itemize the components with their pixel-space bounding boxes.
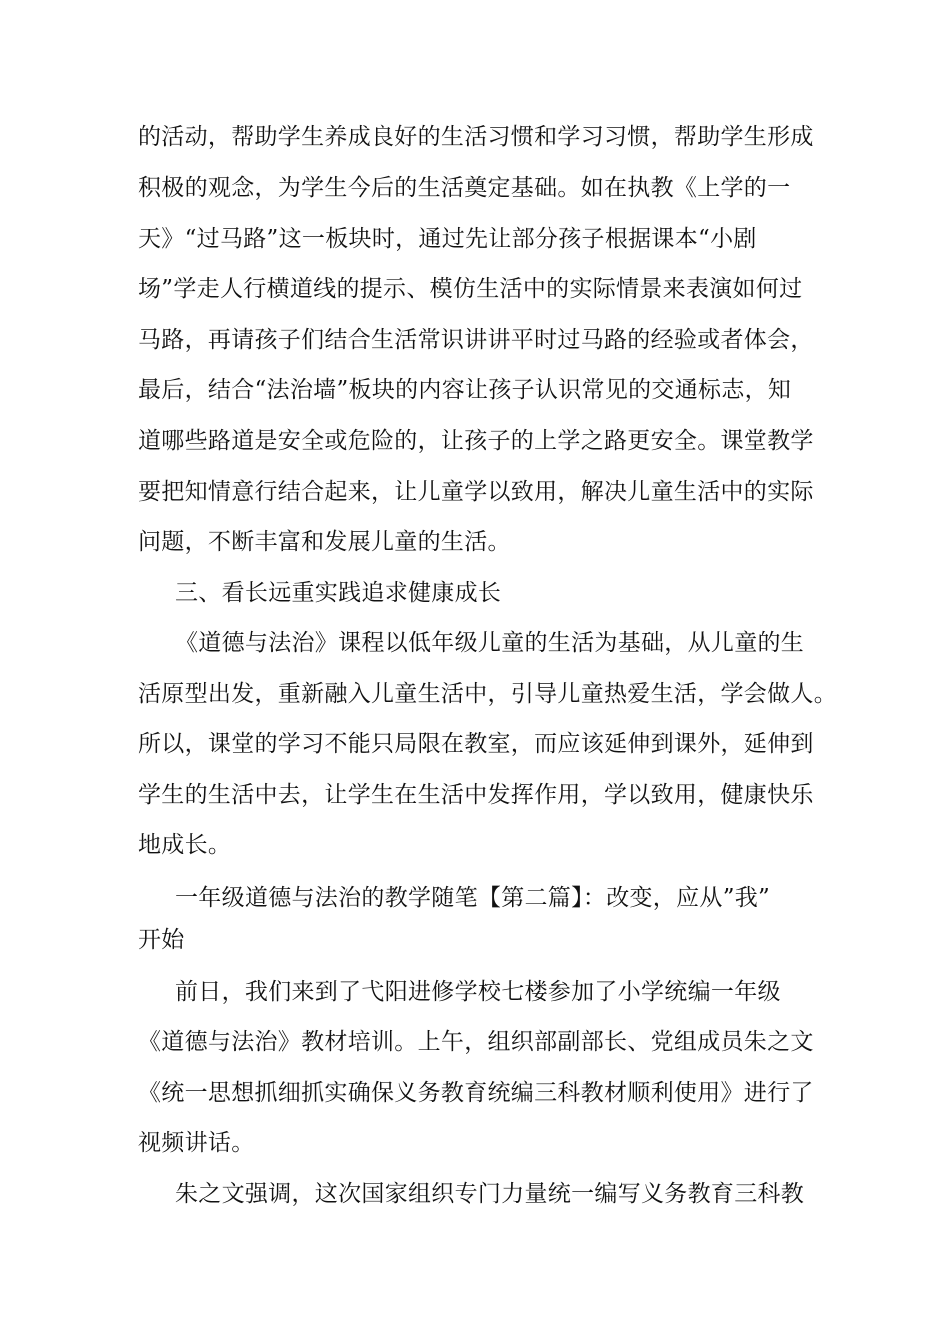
paragraph-line: 朱之文强调，这次国家组织专门力量统一编写义务教育三科教 bbox=[175, 1181, 805, 1207]
paragraph-line: 场”学走人行横道线的提示、模仿生活中的实际情景来表演如何过 bbox=[138, 276, 803, 302]
section-heading: 三、看长远重实践追求健康成长 bbox=[175, 580, 502, 606]
paragraph-line: 所以，课堂的学习不能只局限在教室，而应该延伸到课外，延伸到 bbox=[138, 731, 814, 757]
paragraph-line: 前日，我们来到了弋阳进修学校七楼参加了小学统编一年级 bbox=[175, 979, 781, 1005]
paragraph-line: 道哪些路道是安全或危险的，让孩子的上学之路更安全。课堂教学 bbox=[138, 428, 814, 454]
paragraph-line: 《道德与法治》教材培训。上午，组织部副部长、党组成员朱之文 bbox=[138, 1029, 814, 1055]
paragraph-line: 马路，再请孩子们结合生活常识讲讲平时过马路的经验或者体会， bbox=[138, 327, 814, 353]
paragraph-line: 活原型出发，重新融入儿童生活中，引导儿童热爱生活，学会做人。 bbox=[138, 681, 837, 707]
paragraph-line: 最后，结合“法治墙”板块的内容让孩子认识常见的交通标志，知 bbox=[138, 377, 792, 403]
paragraph-line: 的活动，帮助学生养成良好的生活习惯和学习习惯，帮助学生形成 bbox=[138, 124, 814, 150]
paragraph-line: 积极的观念，为学生今后的生活奠定基础。如在执教《上学的一 bbox=[138, 175, 791, 201]
paragraph-line: 视频讲话。 bbox=[138, 1130, 255, 1156]
paragraph-line: 《统一思想抓细抓实确保义务教育统编三科教材顺利使用》进行了 bbox=[138, 1080, 814, 1106]
paragraph-line: 要把知情意行结合起来，让儿童学以致用，解决儿童生活中的实际 bbox=[138, 479, 814, 505]
paragraph-line: 学生的生活中去，让学生在生活中发挥作用，学以致用，健康快乐 bbox=[138, 782, 814, 808]
article-title-continued: 开始 bbox=[138, 927, 185, 953]
paragraph-line: 地成长。 bbox=[138, 832, 232, 858]
paragraph-line: 问题，不断丰富和发展儿童的生活。 bbox=[138, 529, 511, 555]
paragraph-line: 《道德与法治》课程以低年级儿童的生活为基础，从儿童的生 bbox=[175, 630, 805, 656]
paragraph-line: 天》“过马路”这一板块时，通过先让部分孩子根据课本“小剧 bbox=[138, 226, 757, 252]
article-title: 一年级道德与法治的教学随笔【第二篇】：改变，应从”我” bbox=[175, 885, 771, 911]
